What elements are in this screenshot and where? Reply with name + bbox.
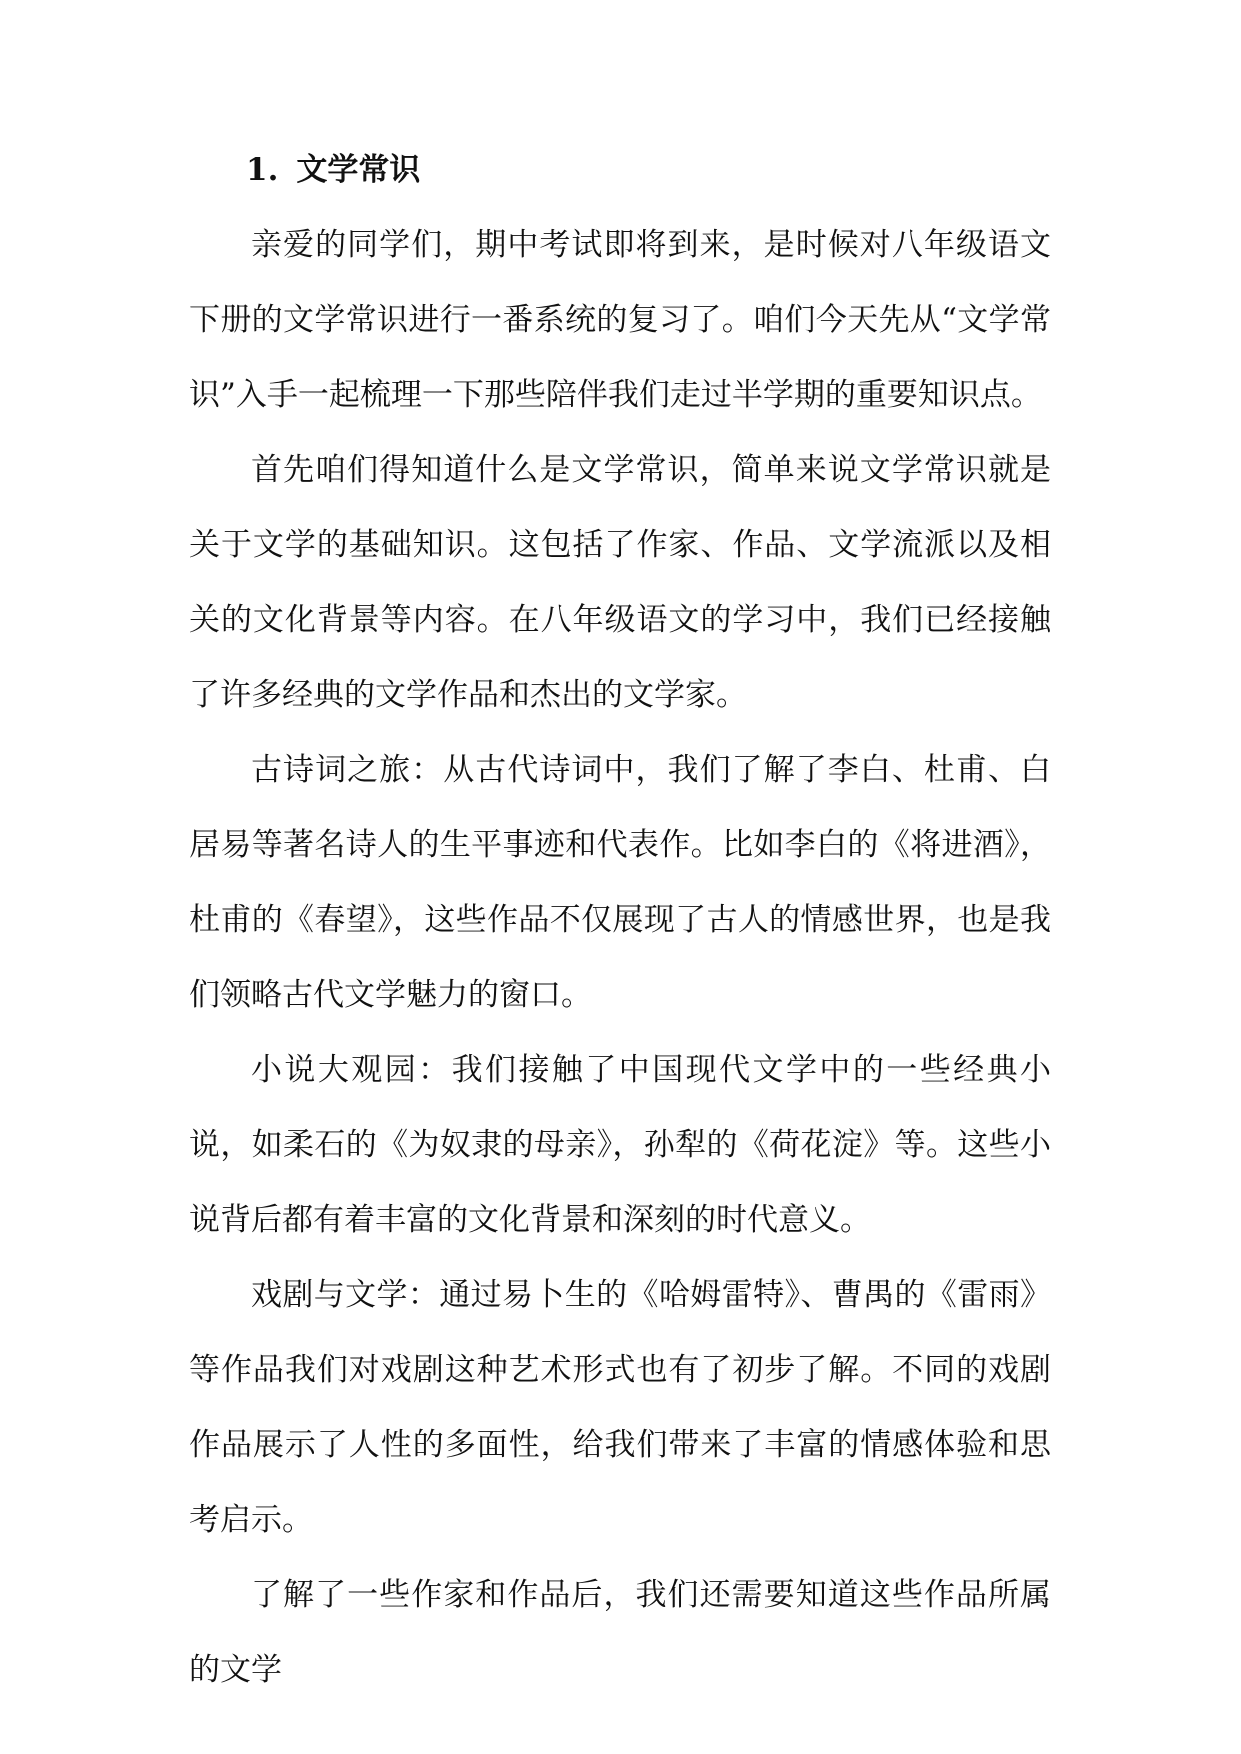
- paragraph-definition: 首先咱们得知道什么是文学常识，简单来说文学常识就是关于文学的基础知识。这包括了作家、作品、文学流派以及相关的文化背景等内容。在八年级语文的学习中，我们已经接触了许多经典的文学作品和杰出的文学家。: [189, 452, 1051, 713]
- paragraph-intro: 亲爱的同学们，期中考试即将到来，是时候对八年级语文下册的文学常识进行一番系统的复习了。咱们今天先从“文学常识”入手一起梳理一下那些陪伴我们走过半学期的重要知识点。: [189, 227, 1051, 413]
- section-heading: [189, 140, 1051, 200]
- paragraph-continued: 了解了一些作家和作品后，我们还需要知道这些作品所属的文学: [189, 1577, 1051, 1688]
- paragraph-drama: 戏剧与文学：通过易卜生的《哈姆雷特》、曹禺的《雷雨》等作品我们对戏剧这种艺术形式也有了初步了解。不同的戏剧作品展示了人性的多面性，给我们带来了丰富的情感体验和思考启示。: [189, 1277, 1051, 1538]
- section-number: 1.: [246, 152, 279, 188]
- section-title: 文学常识: [296, 152, 421, 188]
- document-body: [189, 140, 1051, 1708]
- paragraph-poetry: 古诗词之旅：从古代诗词中，我们了解了李白、杜甫、白居易等著名诗人的生平事迹和代表作。比如李白的《将进酒》，杜甫的《春望》，这些作品不仅展现了古人的情感世界，也是我们领略古代文学魅力的窗口。: [189, 752, 1051, 1013]
- paragraph-novels: 小说大观园：我们接触了中国现代文学中的一些经典小说，如柔石的《为奴隶的母亲》，孙犁的《荷花淀》等。这些小说背后都有着丰富的文化背景和深刻的时代意义。: [189, 1052, 1051, 1238]
